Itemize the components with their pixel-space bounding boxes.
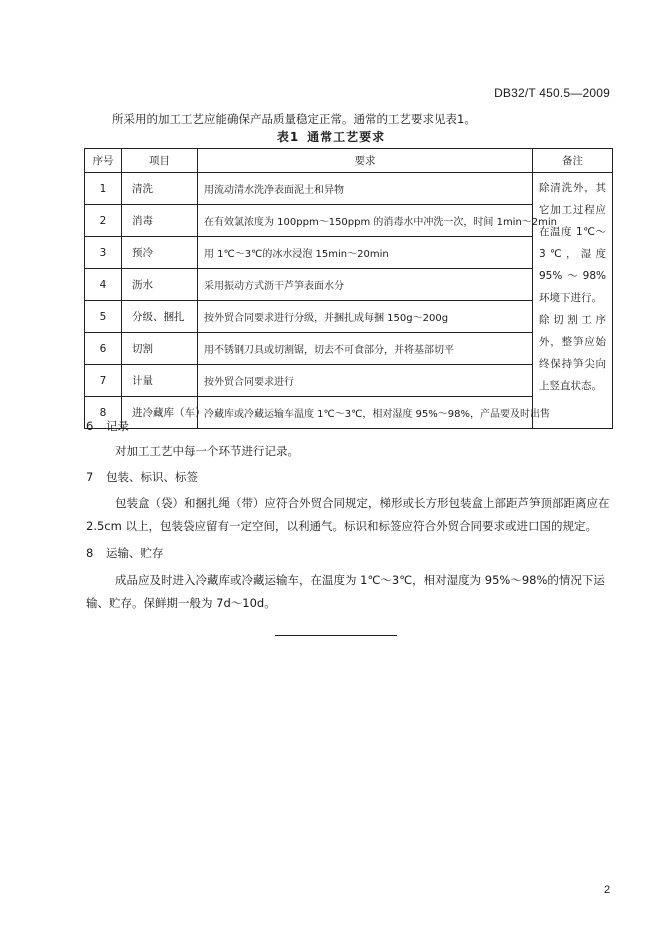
note-paragraph-1: 除清洗外，其它加工过程应在温度 1℃～3℃，湿度 95%～98%环境下进行。 <box>539 182 606 304</box>
standard-code: DB32/T 450.5—2009 <box>494 86 610 100</box>
table-caption-number: 表1 <box>276 130 300 144</box>
row-requirement: 按外贸合同要求进行 <box>198 365 533 397</box>
row-seq: 3 <box>85 237 122 269</box>
page-number: 2 <box>604 884 611 896</box>
row-requirement: 用 1℃～3℃的冰水浸泡 15min～20min <box>198 237 533 269</box>
row-seq: 2 <box>85 205 122 237</box>
table-caption <box>0 128 662 145</box>
section-number: 8 <box>86 546 94 560</box>
row-requirement: 用不锈钢刀具或切割锯，切去不可食部分，并将基部切平 <box>198 333 533 365</box>
row-item: 分级、捆扎 <box>122 301 198 333</box>
column-header-note: 备注 <box>533 149 613 173</box>
intro-paragraph: 所采用的加工工艺应能确保产品质量稳定正常。通常的工艺要求见表1。 <box>112 112 476 126</box>
section-heading-transport <box>86 545 164 561</box>
section-body-transport: 成品应及时进入冷藏库或冷藏运输车，在温度为 1℃～3℃，相对湿度为 95%～98%的情况下运输、贮存。保鲜期一般为 7d～10d。 <box>86 573 605 610</box>
section-number: 6 <box>86 419 94 433</box>
row-item: 清洗 <box>122 173 198 205</box>
section-heading-records <box>86 418 129 434</box>
row-seq: 1 <box>85 173 122 205</box>
table-caption-title: 通常工艺要求 <box>307 130 386 144</box>
column-header-item: 项目 <box>122 149 198 173</box>
section-title: 运输、贮存 <box>106 546 164 560</box>
column-header-requirement: 要求 <box>198 149 533 173</box>
end-rule <box>275 635 397 636</box>
section-body-records: 对加工工艺中每一个环节进行记录。 <box>115 444 299 458</box>
section-title: 包装、标识、标签 <box>106 470 198 484</box>
note-paragraph-2: 除切割工序外，整笋应始终保持笋尖向上竖直状态。 <box>539 314 606 392</box>
row-item: 预冷 <box>122 237 198 269</box>
row-item: 计量 <box>122 365 198 397</box>
row-item: 消毒 <box>122 205 198 237</box>
row-requirement: 在有效氯浓度为 100ppm～150ppm 的消毒水中冲洗一次，时间 1min～2min <box>198 205 533 237</box>
row-seq: 8 <box>85 397 122 429</box>
row-seq: 7 <box>85 365 122 397</box>
process-requirements-table <box>84 148 613 429</box>
row-requirement: 用流动清水洗净表面泥土和异物 <box>198 173 533 205</box>
section-heading-packaging <box>86 469 198 485</box>
row-requirement: 冷藏库或冷藏运输车温度 1℃～3℃，相对湿度 95%～98%，产品要及时出售 <box>198 397 533 429</box>
row-note <box>533 173 613 429</box>
section-number: 7 <box>86 470 94 484</box>
column-header-seq: 序号 <box>85 149 122 173</box>
row-item: 沥水 <box>122 269 198 301</box>
section-body-packaging: 包装盒（袋）和捆扎绳（带）应符合外贸合同规定，梯形或长方形包装盒上部距芦笋顶部距离应在 2.5cm 以上，包装袋应留有一定空间，以利通气。标识和标签应符合外贸合同要求或进口国的规定。 <box>86 496 610 533</box>
table-header-row <box>85 149 613 173</box>
row-requirement: 采用振动方式沥干芦笋表面水分 <box>198 269 533 301</box>
row-item: 进冷藏库（车） <box>122 397 198 429</box>
row-seq: 5 <box>85 301 122 333</box>
row-requirement: 按外贸合同要求进行分级，并捆扎成每捆 150g～200g <box>198 301 533 333</box>
row-seq: 4 <box>85 269 122 301</box>
row-item: 切割 <box>122 333 198 365</box>
table-row <box>85 173 613 205</box>
section-title: 记录 <box>106 419 129 433</box>
row-seq: 6 <box>85 333 122 365</box>
